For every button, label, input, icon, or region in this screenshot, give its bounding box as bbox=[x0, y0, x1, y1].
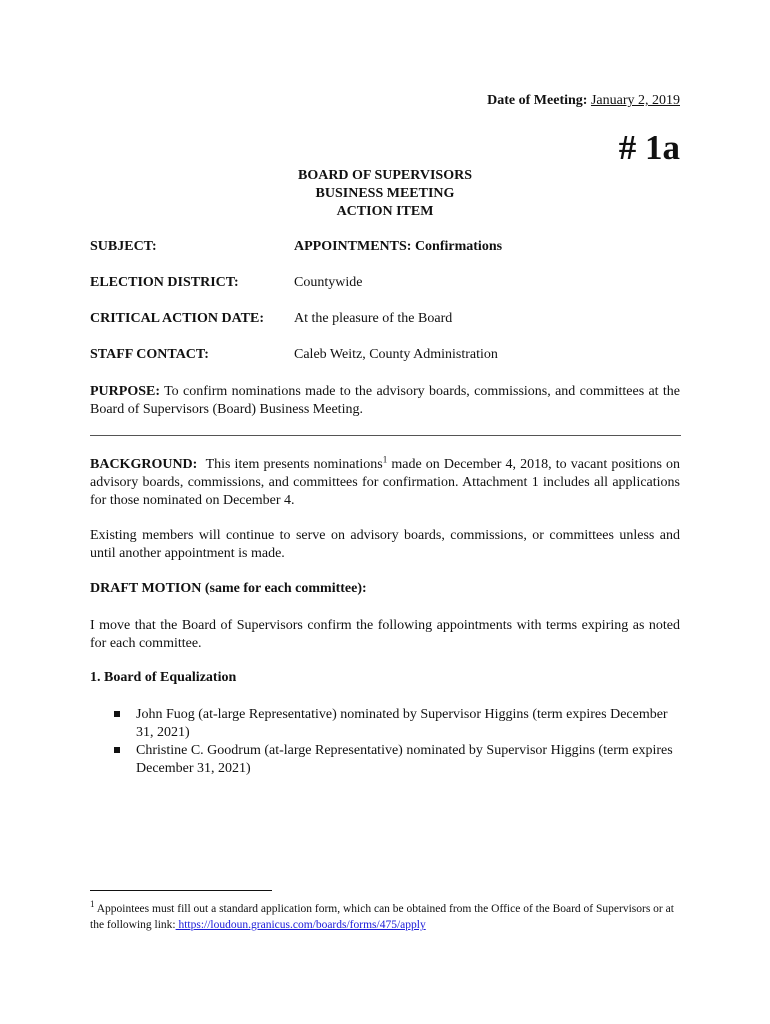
subject-value: APPOINTMENTS: Confirmations bbox=[294, 239, 503, 254]
item-number: # 1a bbox=[618, 128, 680, 167]
staff-contact-value: Caleb Weitz, County Administration bbox=[294, 347, 498, 362]
title-line-3: ACTION ITEM bbox=[336, 204, 434, 219]
critical-action-date-label: CRITICAL ACTION DATE: bbox=[90, 311, 264, 326]
list-item bbox=[113, 742, 683, 778]
draft-motion-heading: DRAFT MOTION (same for each committee): bbox=[90, 581, 367, 596]
appointment-text: Christine C. Goodrum (at-large Representative) nominated by Supervisor Higgins (term expires December 31, 2021) bbox=[136, 743, 673, 776]
existing-members-paragraph: Existing members will continue to serve on advisory boards, commissions, or committees unless and until another appointment is made. bbox=[90, 528, 680, 561]
footnote-reference: 1 bbox=[382, 454, 388, 465]
meeting-date-value: January 2, 2019 bbox=[590, 93, 680, 108]
background-text-after: made on December 4, 2018, to vacant positions on advisory boards, commissions, and committees for confirmation. Attachment 1 includes all applications for those nominated on December 4. bbox=[90, 457, 681, 508]
footnote-mark: 1 bbox=[90, 899, 95, 910]
background-label: BACKGROUND: bbox=[90, 457, 198, 472]
meeting-date bbox=[487, 93, 680, 109]
title-line-2: BUSINESS MEETING bbox=[315, 186, 455, 201]
appointments-list bbox=[113, 706, 683, 778]
background-paragraph bbox=[90, 456, 680, 510]
election-district-label: ELECTION DISTRICT: bbox=[90, 275, 239, 290]
meeting-date-label: Date of Meeting: bbox=[487, 93, 588, 108]
draft-motion-text: I move that the Board of Supervisors confirm the following appointments with terms expiring as noted for each committee. bbox=[90, 618, 680, 651]
footnote-separator bbox=[90, 890, 272, 891]
purpose-text: To confirm nominations made to the advisory boards, commissions, and committees at the Board of Supervisors (Board) Business Meeting. bbox=[90, 384, 680, 417]
footnote bbox=[90, 901, 690, 933]
list-item bbox=[113, 706, 683, 742]
bullet-square-icon bbox=[114, 747, 120, 753]
staff-contact-label: STAFF CONTACT: bbox=[90, 347, 209, 362]
critical-action-date-value: At the pleasure of the Board bbox=[294, 311, 453, 326]
title-line-1: BOARD OF SUPERVISORS bbox=[297, 168, 472, 183]
application-form-link[interactable]: https://loudoun.granicus.com/boards/forms/475/apply bbox=[175, 919, 426, 931]
election-district-value: Countywide bbox=[294, 275, 363, 290]
bullet-square-icon bbox=[114, 711, 120, 717]
purpose-paragraph bbox=[90, 383, 680, 419]
subject-label: SUBJECT: bbox=[90, 239, 157, 254]
appointment-text: John Fuog (at-large Representative) nominated by Supervisor Higgins (term expires December 31, 2021) bbox=[136, 707, 668, 740]
document-title bbox=[0, 167, 770, 221]
background-text-before: This item presents nominations bbox=[205, 457, 383, 472]
purpose-label: PURPOSE: bbox=[90, 384, 160, 399]
section-divider bbox=[90, 435, 681, 436]
committee-heading: 1. Board of Equalization bbox=[90, 670, 237, 685]
footnote-text: Appointees must fill out a standard application form, which can be obtained from the Office of the Board of Supervisors or at the following link: bbox=[90, 903, 674, 931]
